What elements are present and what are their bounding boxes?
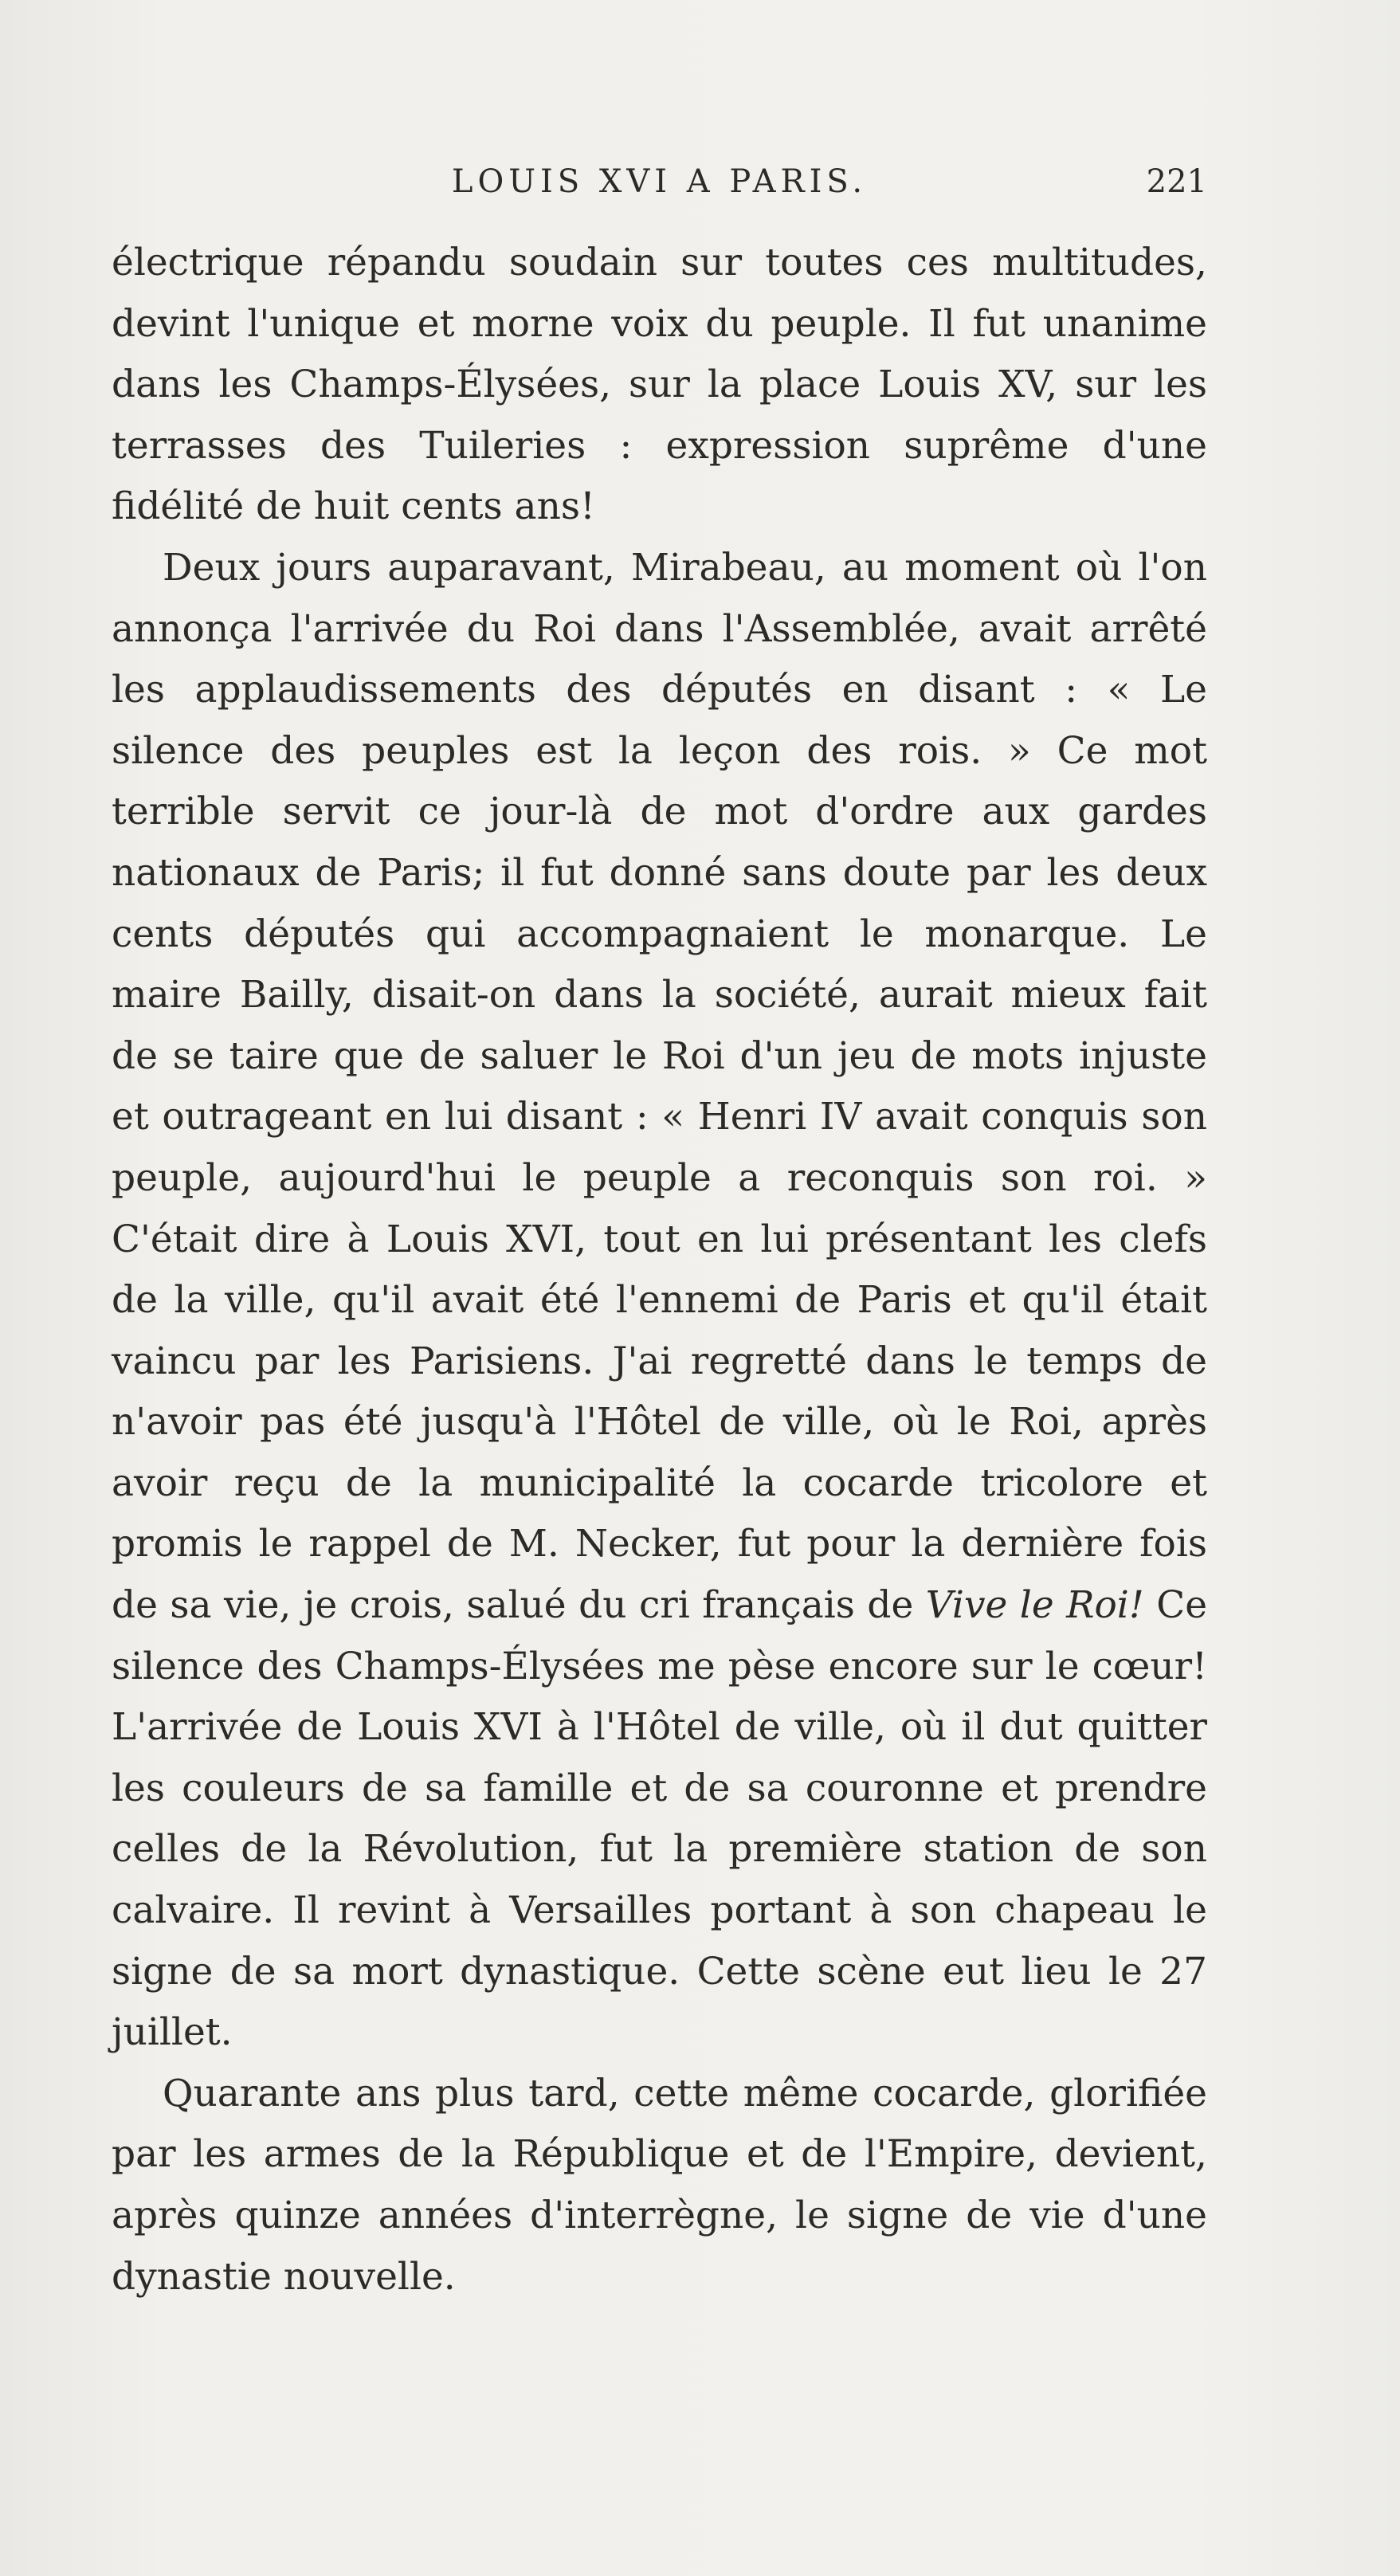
paragraph-2-part-2: Ce silence des Champs-Élysées me pèse encore sur le cœur! L'arrivée de Louis XVI à l'Hôtel de ville, où il dut quitter les couleurs de sa famille et de sa couronne et prendre celles de la Révolution, fut la première station de son calvaire. Il revint à Versailles portant à son chapeau le signe de sa mort dynastique. Cette scène eut lieu le 27 juillet.: [112, 1583, 1208, 2055]
paragraph-2: [112, 538, 1207, 2064]
paragraph-1: électrique répandu soudain sur toutes ces multitudes, devint l'unique et morne voix du peuple. Il fut unanime dans les Champs-Élysées, sur la place Louis XV, sur les terrasses des Tuileries : expression suprême d'une fidélité de huit cents ans!: [112, 241, 1207, 529]
running-title: LOUIS XVI A PARIS.: [451, 163, 868, 200]
body-text: [112, 233, 1207, 2307]
paragraph-2-part-1: Deux jours auparavant, Mirabeau, au moment où l'on annonça l'arrivée du Roi dans l'Assemblée, avait arrêté les applaudissements des députés en disant : « Le silence des peuples est la leçon des rois. » Ce mot terrible servit ce jour-là de mot d'ordre aux gardes nationaux de Paris; il fut donné sans doute par les deux cents députés qui accompagnaient le monarque. Le maire Bailly, disait-on dans la société, aurait mieux fait de se taire que de saluer le Roi d'un jeu de mots injuste et outrageant en lui disant : « Henri IV avait conquis son peuple, aujourd'hui le peuple a reconquis son roi. » C'était dire à Louis XVI, tout en lui présentant les clefs de la ville, qu'il avait été l'ennemi de Paris et qu'il était vaincu par les Parisiens. J'ai regretté dans le temps de n'avoir pas été jusqu'à l'Hôtel de ville, où le Roi, après avoir reçu de la municipalité la cocarde tricolore et promis le rappel de M. Necker, fut pour la dernière fois de sa vie, je crois, salué du cri français de: [112, 545, 1207, 1628]
paragraph-3: Quarante ans plus tard, cette même cocarde, glorifiée par les armes de la République et de l'Empire, devient, après quinze années d'interrègne, le signe de vie d'une dynastie nouvelle.: [112, 2071, 1207, 2299]
vive-le-roi-italic: Vive le Roi!: [925, 1583, 1144, 1628]
page-number: 221: [1146, 163, 1207, 200]
running-head: [112, 163, 1207, 211]
